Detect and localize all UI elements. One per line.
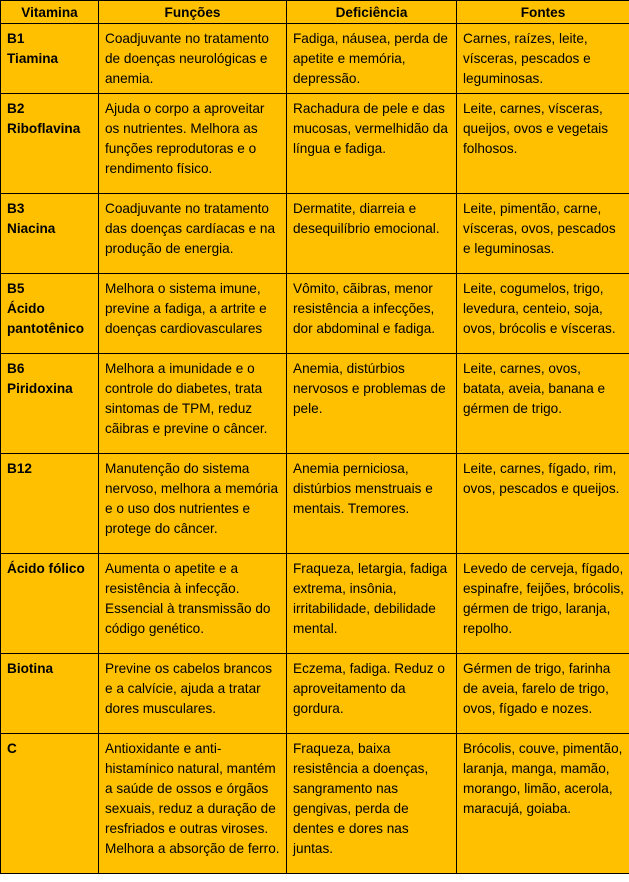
vitamin-cell bbox=[1, 554, 99, 654]
fontes-cell: Leite, cogumelos, trigo, levedura, centeio, soja, ovos, brócolis e vísceras. bbox=[457, 274, 629, 354]
table-row bbox=[1, 734, 629, 874]
header-fontes: Fontes bbox=[457, 1, 629, 24]
vitamin-cell bbox=[1, 454, 99, 554]
fontes-cell: Leite, pimentão, carne, vísceras, ovos, pescados e leguminosas. bbox=[457, 194, 629, 274]
vitamin-cell bbox=[1, 734, 99, 874]
vitamin-name: Piridoxina bbox=[7, 381, 73, 396]
table-row bbox=[1, 194, 629, 274]
deficiencia-cell: Rachadura de pele e das mucosas, vermelhidão da língua e fadiga. bbox=[287, 94, 457, 194]
fontes-cell: Leite, carnes, fígado, rim, ovos, pescados e queijos. bbox=[457, 454, 629, 554]
funcoes-cell: Aumenta o apetite e a resistência à infecção. Essencial à transmissão do código genético. bbox=[99, 554, 287, 654]
header-deficiencia: Deficiência bbox=[287, 1, 457, 24]
funcoes-cell: Previne os cabelos brancos e a calvície, ajuda a tratar dores musculares. bbox=[99, 654, 287, 734]
funcoes-cell: Coadjuvante no tratamento de doenças neurológicas e anemia. bbox=[99, 24, 287, 94]
vitamin-code: C bbox=[7, 741, 17, 756]
funcoes-cell: Manutenção do sistema nervoso, melhora a memória e o uso dos nutrientes e protege do câncer. bbox=[99, 454, 287, 554]
funcoes-cell: Ajuda o corpo a aproveitar os nutrientes. Melhora as funções reprodutoras e o rendimento físico. bbox=[99, 94, 287, 194]
vitamin-name: Ácido pantotênico bbox=[7, 301, 85, 336]
vitamin-code: B1 bbox=[7, 31, 25, 46]
table-row bbox=[1, 654, 629, 734]
deficiencia-cell: Eczema, fadiga. Reduz o aproveitamento da gordura. bbox=[287, 654, 457, 734]
table-row bbox=[1, 24, 629, 94]
deficiencia-cell: Fadiga, náusea, perda de apetite e memória, depressão. bbox=[287, 24, 457, 94]
funcoes-cell: Melhora a imunidade e o controle do diabetes, trata sintomas de TPM, reduz cãibras e previne o câncer. bbox=[99, 354, 287, 454]
deficiencia-cell: Dermatite, diarreia e desequilíbrio emocional. bbox=[287, 194, 457, 274]
vitamin-code: B6 bbox=[7, 361, 25, 376]
header-vitamina: Vitamina bbox=[1, 1, 99, 24]
fontes-cell: Leite, carnes, vísceras, queijos, ovos e vegetais folhosos. bbox=[457, 94, 629, 194]
vitamin-code: B12 bbox=[7, 461, 32, 476]
vitamin-cell bbox=[1, 654, 99, 734]
deficiencia-cell: Anemia, distúrbios nervosos e problemas de pele. bbox=[287, 354, 457, 454]
vitamin-code: B2 bbox=[7, 101, 25, 116]
vitamin-cell bbox=[1, 24, 99, 94]
vitamin-cell bbox=[1, 194, 99, 274]
fontes-cell: Levedo de cerveja, fígado, espinafre, feijões, brócolis, gérmen de trigo, laranja, repolho. bbox=[457, 554, 629, 654]
deficiencia-cell: Anemia perniciosa, distúrbios menstruais e mentais. Tremores. bbox=[287, 454, 457, 554]
vitamin-code: Ácido fólico bbox=[7, 561, 85, 576]
table-row bbox=[1, 454, 629, 554]
vitamin-code: B5 bbox=[7, 281, 25, 296]
vitamin-name: Niacina bbox=[7, 221, 56, 236]
vitamin-cell bbox=[1, 94, 99, 194]
fontes-cell: Leite, carnes, ovos, batata, aveia, banana e gérmen de trigo. bbox=[457, 354, 629, 454]
deficiencia-cell: Fraqueza, letargia, fadiga extrema, insônia, irritabilidade, debilidade mental. bbox=[287, 554, 457, 654]
table-row bbox=[1, 354, 629, 454]
vitamin-code: Biotina bbox=[7, 661, 54, 676]
deficiencia-cell: Vômito, cãibras, menor resistência a infecções, dor abdominal e fadiga. bbox=[287, 274, 457, 354]
header-row bbox=[1, 1, 629, 24]
table-row bbox=[1, 94, 629, 194]
header-funcoes: Funções bbox=[99, 1, 287, 24]
table-row bbox=[1, 554, 629, 654]
vitamin-name: Riboflavina bbox=[7, 121, 81, 136]
fontes-cell: Brócolis, couve, pimentão, laranja, manga, mamão, morango, limão, acerola, maracujá, goiaba. bbox=[457, 734, 629, 874]
vitamin-cell bbox=[1, 354, 99, 454]
deficiencia-cell: Fraqueza, baixa resistência a doenças, sangramento nas gengivas, perda de dentes e dores nas juntas. bbox=[287, 734, 457, 874]
vitamin-cell bbox=[1, 274, 99, 354]
table-row bbox=[1, 274, 629, 354]
funcoes-cell: Antioxidante e anti-histamínico natural, mantém a saúde de ossos e órgãos sexuais, reduz a duração de resfriados e outras viroses. Melhora a absorção de ferro. bbox=[99, 734, 287, 874]
vitamin-code: B3 bbox=[7, 201, 25, 216]
funcoes-cell: Coadjuvante no tratamento das doenças cardíacas e na produção de energia. bbox=[99, 194, 287, 274]
fontes-cell: Gérmen de trigo, farinha de aveia, farelo de trigo, ovos, fígado e nozes. bbox=[457, 654, 629, 734]
funcoes-cell: Melhora o sistema imune, previne a fadiga, a artrite e doenças cardiovasculares bbox=[99, 274, 287, 354]
vitamin-name: Tiamina bbox=[7, 51, 59, 66]
fontes-cell: Carnes, raízes, leite, vísceras, pescados e leguminosas. bbox=[457, 24, 629, 94]
